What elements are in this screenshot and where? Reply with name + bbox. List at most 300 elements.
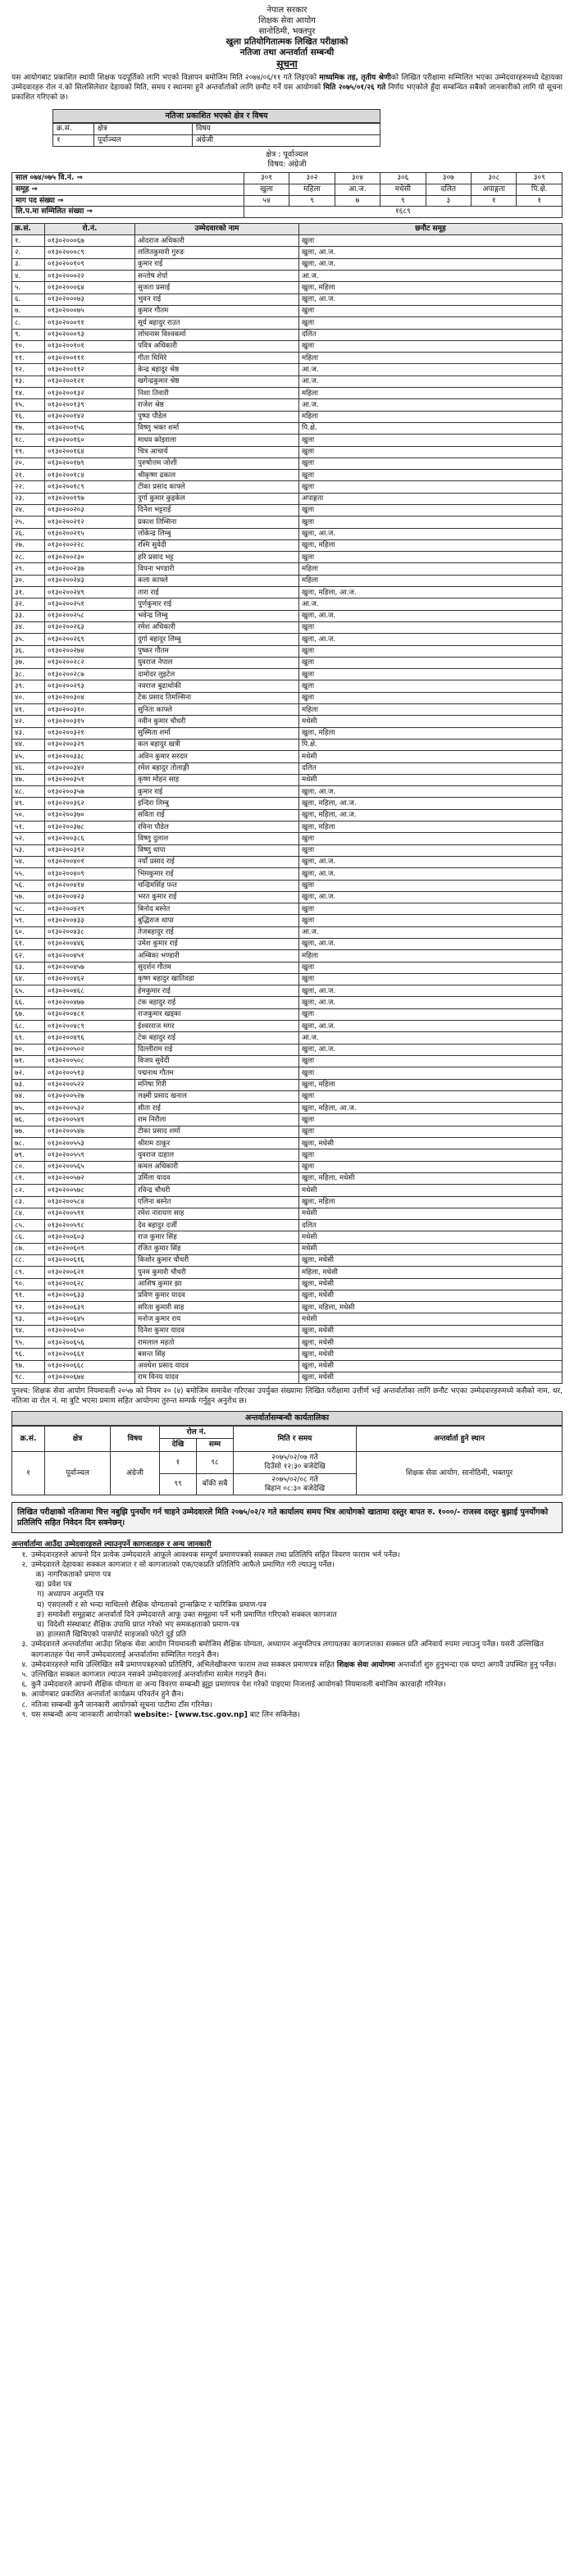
cell-name: कल बहादुर खत्री [135, 739, 299, 750]
list-item-number: ६. [21, 1681, 28, 1690]
cell-sn: ५९. [12, 915, 45, 926]
cell-name: भिमकुमार राई [135, 868, 299, 880]
roll-to-1: ९८ [197, 1452, 234, 1474]
cell-group: खुला [299, 1090, 563, 1102]
cell-name: सुनिता काफ्ले [135, 704, 299, 716]
cell-group: खुला, मधेसी [299, 1325, 563, 1336]
list-item [11, 1610, 563, 1620]
cell-name: मनिषा गिरी [135, 1079, 299, 1090]
cell-area: पूर्वाञ्चल [94, 135, 193, 147]
cell-name: प्रविण कुमार यादव [135, 1290, 299, 1301]
col-roll-from: देखि [160, 1439, 197, 1452]
cell-group: महिला [299, 563, 563, 575]
table-row [12, 1138, 563, 1149]
cell-roll: ०१३०२०००८९ [45, 247, 135, 258]
table-row [12, 422, 563, 434]
cell-roll: ०१३०२००२५१ [45, 598, 135, 610]
table-row [12, 271, 563, 282]
col-subject: विषय [111, 1426, 160, 1452]
cell-group: खुला [299, 962, 563, 973]
cell-group: खुला [299, 645, 563, 657]
cell-sn: १०. [12, 340, 45, 352]
cell-name: सीता राई [135, 1103, 299, 1114]
cell-sn: ३४. [12, 621, 45, 633]
col-place: अन्तर्वार्ता हुने स्थान [357, 1426, 563, 1452]
table-row [12, 739, 563, 750]
cell-name: निशा तिवारी [135, 388, 299, 399]
cell-name: विष्णु भक्त शर्मा [135, 422, 299, 434]
cell-roll: ०१३०२००१८९ [45, 481, 135, 493]
col-area: क्षेत्र [45, 1426, 111, 1452]
cell-sn: ६७. [12, 1008, 45, 1020]
cell-roll: ०१३०२००२३७ [45, 563, 135, 575]
cell-name: पद्मनाथ गौतम [135, 1067, 299, 1079]
table-row [12, 997, 563, 1008]
candidate-rows [12, 235, 563, 1384]
cell-group: खुला [299, 657, 563, 668]
cell-roll: ०१३०२००१०९ [45, 258, 135, 270]
table-row [12, 235, 563, 247]
table-row [12, 1090, 563, 1102]
table-row [12, 446, 563, 457]
table-row [12, 1161, 563, 1172]
table-row [12, 258, 563, 270]
table-row [12, 1325, 563, 1336]
cell-group: खुला [299, 1055, 563, 1067]
cell-roll: ०१३०२००५१३ [45, 1067, 135, 1079]
cell-roll: ०१३०२००६२१ [45, 1267, 135, 1278]
cell-group: खुला [299, 680, 563, 692]
cell-sn: ७१. [12, 1055, 45, 1067]
cell-name: गीता घिमिरे [135, 353, 299, 364]
cell-group: खुला, महिला, मधेसी [299, 1172, 563, 1184]
cell-group: खुला [299, 470, 563, 481]
cell-name: टेक बहादुर राई [135, 1032, 299, 1044]
table-row [12, 587, 563, 598]
cell-roll: ०१३०२००४५७ [45, 962, 135, 973]
cell-sn: ५७. [12, 891, 45, 903]
cell-roll: ०१३०२००५५३ [45, 1138, 135, 1149]
cell-name: अविन कुमार सरदार [135, 751, 299, 762]
cell-roll: ०१३०२००२३० [45, 552, 135, 563]
cell-roll: ०१३०२००४८९ [45, 1021, 135, 1032]
list-item [11, 1600, 563, 1610]
cell-name: रश्मि सुवेदी [135, 539, 299, 551]
cell-sn: ७६. [12, 1114, 45, 1126]
cell-sn: २८. [12, 552, 45, 563]
cell-name: नवराज बुढाथोकी [135, 680, 299, 692]
cell-group: खुला, आ.ज. [299, 258, 563, 270]
cell-group: मधेसी [299, 1313, 563, 1325]
list-item-number: ३. [21, 1641, 28, 1650]
cell-roll: ०१३०२००५७२ [45, 1172, 135, 1184]
cell-sn: ७२. [12, 1067, 45, 1079]
group-name: आ.ज. [335, 184, 380, 195]
cell-roll: ०१३०२००६३९ [45, 1302, 135, 1313]
cell-sn: ६६. [12, 997, 45, 1008]
cell-name: भुवन राई [135, 294, 299, 305]
table-row [12, 985, 563, 997]
cell-group: खुला, आ.ज. [299, 938, 563, 949]
col-area: क्षेत्र [94, 124, 193, 135]
table-row [12, 1067, 563, 1079]
table-row [12, 1302, 563, 1313]
cell-roll: ०१३०२००२१५ [45, 528, 135, 539]
cell-roll: ०१३०२००६३३ [45, 1290, 135, 1301]
cell-group: खुला [299, 669, 563, 680]
posts-count: १ [517, 195, 563, 207]
cell-name: पुर्णकुमार राई [135, 598, 299, 610]
cell-sn: ४६. [12, 762, 45, 774]
cell-roll: ०१३०२००३५७ [45, 786, 135, 798]
list-item [11, 1590, 563, 1600]
cell-name: रविना पौडेल [135, 821, 299, 833]
cell-roll: ०१३०२००३८६ [45, 833, 135, 844]
cell-group: खुला [299, 1067, 563, 1079]
cell-roll: ०१३०२००३७० [45, 809, 135, 821]
cell-roll: ०१३०२००२७४ [45, 645, 135, 657]
cell-sn: ४१. [12, 704, 45, 716]
cell-sn: ५०. [12, 809, 45, 821]
cell-name: लोचनास विश्वकर्मा [135, 329, 299, 340]
posts-label: माग पद संख्या ⇒ [12, 195, 244, 207]
result-area-table [52, 123, 380, 147]
cell-roll: ०१३०२००५२७ [45, 1090, 135, 1102]
cell-name: आशिष कुमार झा [135, 1278, 299, 1290]
cell-roll: ०१३०२००६०३ [45, 1231, 135, 1243]
cell-group: खुला [299, 903, 563, 915]
cell-roll: ०१३०२००१५६ [45, 422, 135, 434]
cell-sn: ७३. [12, 1079, 45, 1090]
cell-name: केन्द्र बहादुर श्रेष्ठ [135, 364, 299, 375]
list-item [11, 1690, 563, 1700]
cell-roll: ०१३०२००४७७ [45, 997, 135, 1008]
cell-group: खुला, महिला [299, 821, 563, 833]
cell-roll: ०१३०२००३९२ [45, 844, 135, 856]
cell-roll: ०१३०२००३१५ [45, 716, 135, 727]
cell-name: राजेश श्रेष्ठ [135, 399, 299, 411]
table-row [12, 903, 563, 915]
cell-sn: ६२. [12, 950, 45, 962]
group-name: अपाङ्गता [472, 184, 517, 195]
exam-type: खुला प्रतियोगितात्मक लिखित परीक्षाको [226, 37, 348, 47]
cell-roll: ०१३०२००२२८ [45, 539, 135, 551]
table-row [12, 1208, 563, 1219]
cell-sn: १ [53, 135, 94, 147]
list-item-number: ५. [21, 1671, 28, 1680]
cell-group: मधेसी [299, 716, 563, 727]
list-item-number: ङ) [36, 1610, 44, 1619]
cell-name: तेजबहादुर राई [135, 926, 299, 938]
cell-roll: ०१३०२००१७९ [45, 457, 135, 469]
cell-sn: ११. [12, 353, 45, 364]
cell-sn: ८. [12, 317, 45, 329]
table-row [12, 1372, 563, 1383]
cell-group: खुला, आ.ज. [299, 634, 563, 645]
cell-sn: ७. [12, 305, 45, 316]
cell-sn: ३९. [12, 680, 45, 692]
cell-roll: ०१३०२००५४१ [45, 1114, 135, 1126]
posts-count: ९ [289, 195, 335, 207]
cell-group: महिला [299, 388, 563, 399]
cell-group: खुला [299, 1161, 563, 1172]
cell-roll: ०१३०२००५०२ [45, 1044, 135, 1055]
cell-subject: अंग्रेजी [111, 1452, 160, 1495]
cell-roll: ०१३०२००१३२ [45, 388, 135, 399]
cell-group: खुला, मधेसी [299, 1337, 563, 1349]
cell-sn: ९५. [12, 1337, 45, 1349]
table-row [12, 1103, 563, 1114]
table-row [12, 809, 563, 821]
table-row [12, 751, 563, 762]
cell-sn: ८१. [12, 1172, 45, 1184]
cell-sn: १३. [12, 375, 45, 387]
table-row [12, 915, 563, 926]
cell-roll: ०१३०२००१६४ [45, 446, 135, 457]
cell-name: कला काफ्ले [135, 575, 299, 586]
area-subject-lines [11, 150, 563, 170]
cell-sn: ३०. [12, 575, 45, 586]
cell-group: आ.ज. [299, 364, 563, 375]
cell-group: खुला [299, 1114, 563, 1126]
cell-sn: ७९. [12, 1149, 45, 1161]
posts-count: १ [472, 195, 517, 207]
cell-sn: ८६. [12, 1231, 45, 1243]
cell-group: महिला [299, 575, 563, 586]
cell-roll: ०१३०२००३२९ [45, 739, 135, 750]
cell-sn: ४७. [12, 774, 45, 785]
cell-sn: ५. [12, 282, 45, 294]
cell-sn: ५२. [12, 833, 45, 844]
cell-name: टंक बहादुर राई [135, 997, 299, 1008]
cell-sn: २५. [12, 517, 45, 528]
list-item-text: उम्मेदवारहरुले आफ्नो दिन प्रत्येक उम्मेदवारले आफूले आवश्यक सम्पूर्ण प्रमाणपत्रको सक्कल तथा प्रतिलिपि सहित विवरण फाराम भर्न पर्नेछ। [31, 1550, 400, 1559]
cell-group: खुला [299, 1149, 563, 1161]
cell-name: दिनेश भट्टराई [135, 505, 299, 517]
cell-name: बसन्त सिंह [135, 1349, 299, 1360]
list-item-text: यस सम्बन्धी अन्य जानकारी आयोगको website:- [www.tsc.gov.np] बाट लिन सकिनेछ। [31, 1710, 300, 1719]
adv-code: ३०४ [335, 172, 380, 184]
cell-group: खुला, आ.ज. [299, 1044, 563, 1055]
required-documents-section [11, 1540, 563, 1720]
commission-address: सानोठिमी, भक्तपुर [258, 27, 316, 36]
cell-name: प्रकाश तिम्सिना [135, 517, 299, 528]
cell-group: खुला [299, 235, 563, 247]
table-row [12, 552, 563, 563]
cell-roll: ०१३०२००४३३ [45, 915, 135, 926]
cell-sn: ३७. [12, 657, 45, 668]
cell-roll: ०१३०२००४६२ [45, 973, 135, 985]
cell-roll: ०१३०२००४६८ [45, 985, 135, 997]
group-name: खुला [244, 184, 289, 195]
cell-name: सुस्मिता शर्मा [135, 727, 299, 739]
col-sn: क्र.सं. [12, 224, 45, 235]
cell-name: विजय सुवेदी [135, 1055, 299, 1067]
cell-area: पूर्वाञ्चल [45, 1452, 111, 1495]
cell-group: खुला [299, 973, 563, 985]
participants-total: १६८९ [244, 207, 562, 218]
cell-sn: ५१. [12, 821, 45, 833]
cell-sn: ४९. [12, 798, 45, 809]
table-row [12, 1278, 563, 1290]
list-item-number: ७. [21, 1691, 28, 1700]
cell-roll: ०१३०२००४२९ [45, 903, 135, 915]
table-row [12, 798, 563, 809]
cell-name: कुमार राई [135, 786, 299, 798]
table-row [12, 563, 563, 575]
cell-sn: ६४. [12, 973, 45, 985]
group-name: महिला [289, 184, 335, 195]
intro-paragraph: यस आयोगबाट प्रकाशित स्थायी शिक्षक पदपूर्तिको लागि भएको विज्ञापन बमोजिम मिति २०७४/०६/११ गते लिइएको माध्यमिक तह, तृतीय श्रेणीको लिखित परीक्षामा सम्मिलित भएका उम्मेदवारहरुमध्ये देहायका उम्मेदवारहरु रोल नं.को सिलसिलेवार देहायको मिति, समय र स्थानमा हुने अन्तर्वार्ताको लागि छनौट गर्ने यस आयोगको मिति २०७५/०१/२६ गते निर्णय भएकोले हुँदा सम्बन्धित सबैको जानकारीको लागि यो सूचना प्रकाशित गरिएको छ। [11, 74, 563, 102]
result-interview-line: नतिजा तथा अन्तर्वार्ता सम्बन्धी [239, 48, 335, 57]
cell-group: खुला, महिला, मधेसी [299, 1302, 563, 1313]
cell-roll: ०१३०२००२९३ [45, 680, 135, 692]
table-row [12, 1079, 563, 1090]
cell-group: मधेसी [299, 1231, 563, 1243]
list-item-text: हालसालै खिचिएको पासपोर्ट साइजको फोटो दुई प्रति [48, 1631, 187, 1640]
cell-sn: ४५. [12, 751, 45, 762]
table-row [12, 294, 563, 305]
cell-roll: ०१३०२००२४९ [45, 587, 135, 598]
cell-group: खुला, मधेसी [299, 1372, 563, 1383]
documents-list [11, 1550, 563, 1720]
list-item [11, 1640, 563, 1659]
cell-sn: २०. [12, 457, 45, 469]
cell-group: खुला [299, 481, 563, 493]
cell-name: टीका प्रसाद काफ्ले [135, 481, 299, 493]
cell-group: खुला, आ.ज. [299, 294, 563, 305]
date-time-2: २०७५/०२/०८ गते बिहान ०८:३० बजेदेखि [234, 1473, 357, 1495]
cell-roll: ०१३०२००१८४ [45, 470, 135, 481]
cell-subject: अंग्रेजी [193, 135, 380, 147]
table-row [12, 481, 563, 493]
cell-roll: ०१३०२००६६८ [45, 1360, 135, 1372]
cell-sn: ४२. [12, 716, 45, 727]
table-row [12, 704, 563, 716]
cell-group: महिला [299, 704, 563, 716]
group-name: मधेसी [380, 184, 426, 195]
list-item-number: ख) [35, 1581, 44, 1590]
cell-roll: ०१३०२००२६९ [45, 634, 135, 645]
cell-roll: ०१३०२००२८७ [45, 669, 135, 680]
cell-roll: ०१३०२००१६० [45, 435, 135, 446]
list-item-text: उम्मेदवारले अन्तर्वार्तामा आउँदा शिक्षक सेवा आयोग नियमावली बमोजिम शैक्षिक योग्यता, अध्यापन अनुमतिपत्र लगायतका कागजातका सक्कल प्रति अनिवार्य रुपमा ल्याउनु पर्नेछ। यसरी उल्लिखित कागजातहरु पेश नगर्ने उम्मेदवारलाई अन्तर्वार्तामा सम्मिलित गराइने छैन। [31, 1641, 544, 1659]
table-row [12, 680, 563, 692]
list-item-number: च) [36, 1621, 44, 1630]
cell-sn: २२. [12, 481, 45, 493]
cell-sn: १४. [12, 388, 45, 399]
cell-sn: ४४. [12, 739, 45, 750]
list-item-text: आयोगबाट प्रकाशित अन्तर्वार्ता कार्यक्रम परिवर्तन हुने छैन। [31, 1691, 184, 1700]
cell-group: आ.ज. [299, 271, 563, 282]
date-time-1: २०७५/०२/०७ गते दिउँसो १२:३० बजेदेखि [234, 1452, 357, 1474]
cell-sn: ९६. [12, 1349, 45, 1360]
table-row [12, 856, 563, 867]
table-row [12, 645, 563, 657]
table-row [12, 868, 563, 880]
cell-group: खुला [299, 844, 563, 856]
cell-name: नवीन कुमार चौधरी [135, 716, 299, 727]
cell-group: खुला [299, 317, 563, 329]
group-name: पि.क्षे. [517, 184, 563, 195]
cell-group: खुला [299, 552, 563, 563]
cell-group: पि.क्षे. [299, 739, 563, 750]
adv-code: ३०१ [244, 172, 289, 184]
table-row [12, 844, 563, 856]
table-row [12, 1126, 563, 1137]
table-row [12, 891, 563, 903]
cell-roll: ०१३०२००३४२ [45, 762, 135, 774]
list-item-number: ९. [21, 1710, 28, 1719]
cell-name: रमेश अधिकारी [135, 621, 299, 633]
table-row [12, 1008, 563, 1020]
cell-roll: ०१३०२००३०४ [45, 692, 135, 703]
table-row [12, 399, 563, 411]
cell-name: सूर्य बहादुर राउत [135, 317, 299, 329]
cell-roll: ०१३०२०००२२ [45, 271, 135, 282]
cell-name: टीका प्रसाद शर्मा [135, 1126, 299, 1137]
table-row [12, 493, 563, 504]
table-row [12, 973, 563, 985]
posts-count: ७ [335, 195, 380, 207]
cell-name: खगेन्द्रकुमार श्रेष्ठ [135, 375, 299, 387]
table-row [12, 926, 563, 938]
cell-group: आ.ज. [299, 926, 563, 938]
cell-sn: ६३. [12, 962, 45, 973]
cell-sn: ३२. [12, 598, 45, 610]
cell-group: महिला [299, 353, 563, 364]
list-item-number: ४. [21, 1660, 28, 1669]
cell-name: सुजता प्रसाई [135, 282, 299, 294]
cell-name: दिल्लीराम राई [135, 1044, 299, 1055]
cell-group: खुला, आ.ज. [299, 528, 563, 539]
cell-name: राज कुमार सिंह [135, 1231, 299, 1243]
cell-name: ईश्वरराज मगर [135, 1021, 299, 1032]
adv-label: साल ०७४/०७५ वि.नं. ⇒ [12, 172, 244, 184]
cell-group: मधेसी [299, 751, 563, 762]
cell-roll: ०१३०२००४०१ [45, 856, 135, 867]
cell-roll: ०१३०२००५३२ [45, 1103, 135, 1114]
documents-heading: अन्तर्वार्तामा आउँदा उम्मेदवारहरुले ल्याउनुपर्ने कागजातहरु र अन्य जानकारी [11, 1541, 212, 1550]
cell-name: रमेश बहादुर तोलाङ्गी [135, 762, 299, 774]
adv-code: ३०२ [289, 172, 335, 184]
cell-name: श्रीकृष्ण ढकाल [135, 470, 299, 481]
cell-name: रविन्द्र चौधरी [135, 1185, 299, 1196]
cell-sn: ३. [12, 258, 45, 270]
cell-sn: ३३. [12, 610, 45, 621]
interview-schedule-table [11, 1426, 563, 1496]
table-row [12, 938, 563, 949]
col-sn: क्र.सं. [12, 1426, 45, 1452]
group-name: दलित [426, 184, 471, 195]
cell-roll: ०१३०२००१३९ [45, 399, 135, 411]
list-item [11, 1680, 563, 1690]
cell-sn: ६५. [12, 985, 45, 997]
list-item-text: समावेशी समूहबाट अन्तर्वार्ता दिने उम्मेदवारले आफू उक्त समूहमा पर्ने भनी प्रमाणित गरिएको सक्कल कागजात [48, 1610, 337, 1619]
table-row [12, 528, 563, 539]
cell-sn: ८२. [12, 1185, 45, 1196]
cell-sn: ९८. [12, 1372, 45, 1383]
col-roll: रो.नं. [45, 224, 135, 235]
cell-group: पि.क्षे. [299, 422, 563, 434]
cell-sn: ५४. [12, 856, 45, 867]
cell-name: दिनेश कुमार यादव [135, 1325, 299, 1336]
table-row [12, 1185, 563, 1196]
cell-sn: ५६. [12, 880, 45, 891]
cell-name: युवराज दाहाल [135, 1149, 299, 1161]
cell-sn: ८८. [12, 1255, 45, 1267]
adv-code: ३०८ [472, 172, 517, 184]
